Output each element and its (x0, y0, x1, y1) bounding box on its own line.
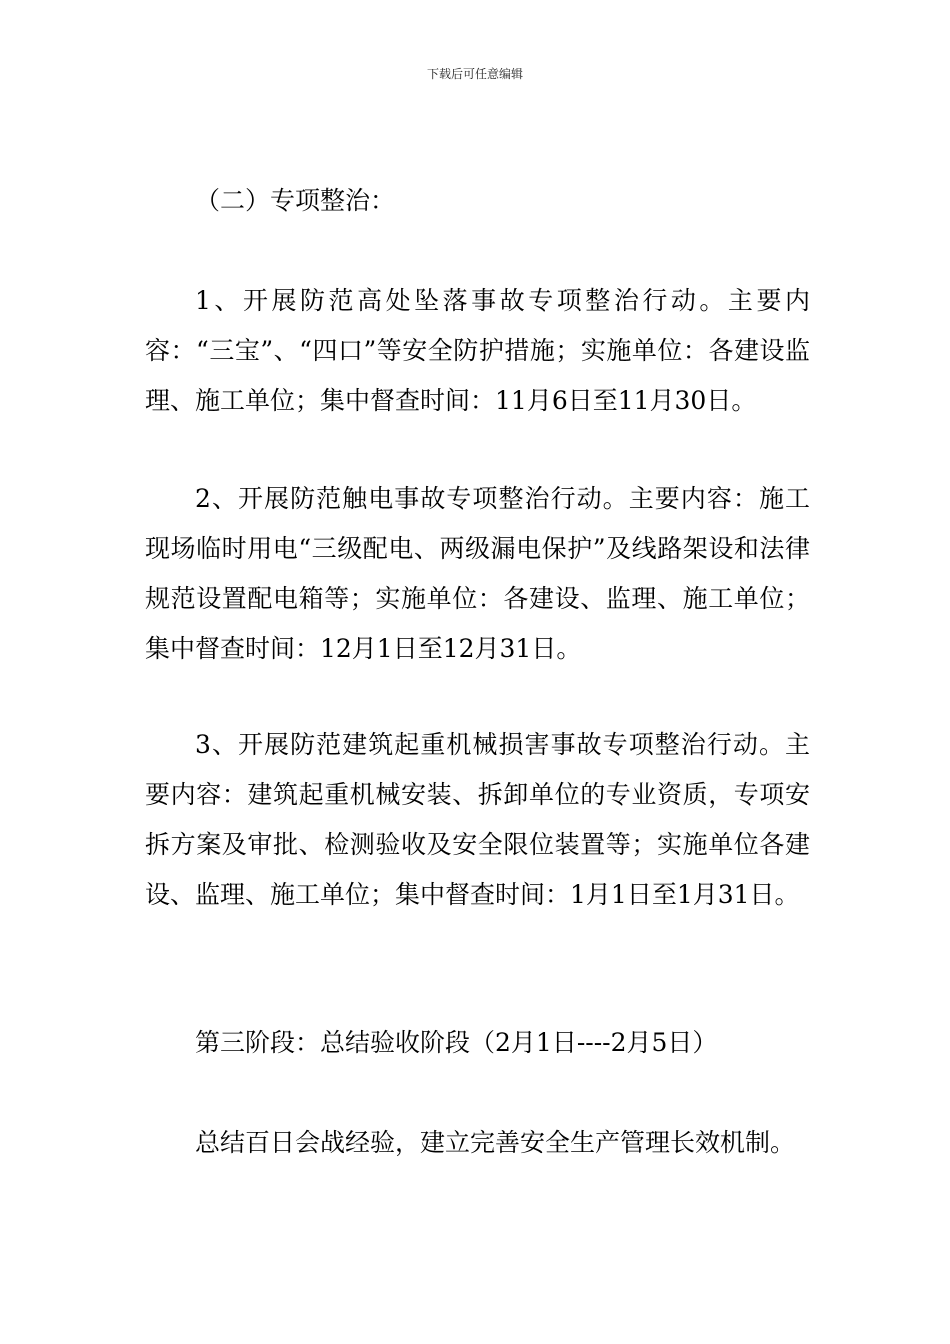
page-header-note: 下载后可任意编辑 (426, 67, 523, 81)
stage-heading: 第三阶段：总结验收阶段（2月1日----2月5日） (195, 1028, 718, 1057)
paragraph-item-1: 1、开展防范高处坠落事故专项整治行动。主要内容：“三宝”、“四口”等安全防护措施；实施单位：各建设监理、施工单位；集中督查时间：11月6日至11月30日。 (145, 286, 810, 415)
paragraph-item-2: 2、开展防范触电事故专项整治行动。主要内容：施工现场临时用电“三级配电、两级漏电保护”及线路架设和法律规范设置配电箱等；实施单位：各建设、监理、施工单位；集中督查时间：12月1日至12月31日。 (145, 484, 810, 663)
section-heading: （二）专项整治： (195, 186, 396, 215)
paragraph-item-3: 3、开展防范建筑起重机械损害事故专项整治行动。主要内容：建筑起重机械安装、拆卸单位的专业资质，专项安拆方案及审批、检测验收及安全限位装置等；实施单位各建设、监理、施工单位；集中督查时间：1月1日至1月31日。 (145, 730, 810, 909)
summary-paragraph: 总结百日会战经验，建立完善安全生产管理长效机制。 (195, 1128, 796, 1157)
